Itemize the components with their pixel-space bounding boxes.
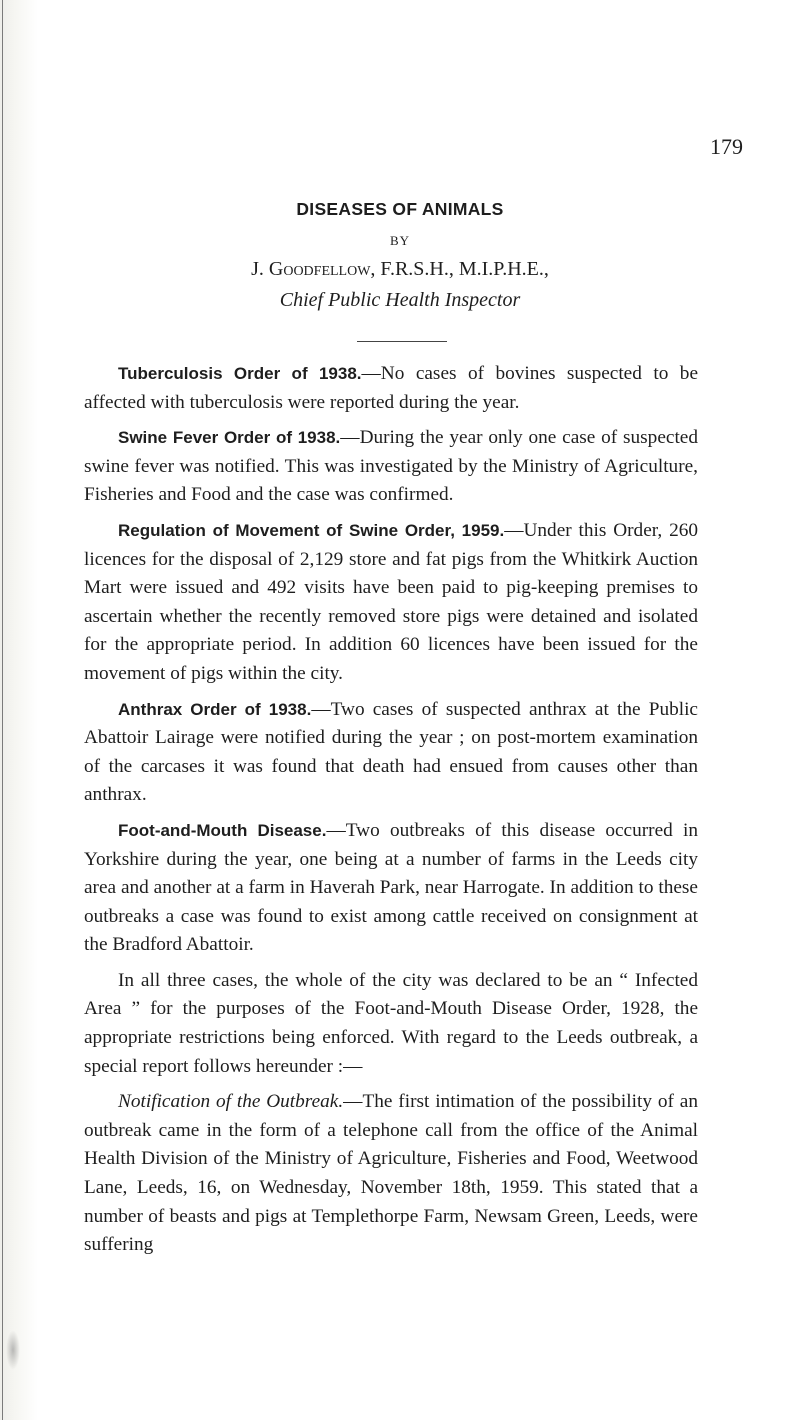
paragraph-text: —Under this Order, 260 licences for the disposal of 2,129 store and fat pigs from the Whitkirk Auction Mart were issued and 492 visits have been paid to pig-keeping premises to ascertain whether the recently removed store pigs were detained and isolated for the appropriate period. In addition 60 licences have been issued for the movement of pigs within the city. [84, 519, 698, 684]
paragraph-heading: Anthrax Order of 1938. [118, 699, 312, 719]
paragraph-text: —No cases of bovines suspected to be affected with tuberculosis were reported during the year. [84, 363, 698, 413]
page-number: 179 [710, 134, 743, 159]
paragraph-foot-and-mouth [84, 817, 698, 960]
author-title: Chief Public Health Inspector [279, 289, 521, 311]
paragraph-infected-area [84, 967, 698, 1081]
paragraph-heading: Tuberculosis Order of 1938. [118, 364, 362, 383]
paragraph-text: —The first intimation of the possibility of an outbreak came in the form of a telephone call from the office of the Animal Health Division of the Ministry of Agriculture, Fisheries and Food, Weetwood Lane, Leeds, 16, on Wednesday, November 18th, 1959. This stated that a number of beasts and pigs at Templethorpe Farm, Newsam Green, Leeds, were suffering [84, 1091, 698, 1256]
author-name-text: J. Goodfellow, F.R.S.H., M.I.P.H.E., [251, 258, 549, 280]
paragraph-heading: Swine Fever Order of 1938. [118, 428, 341, 448]
paragraph-notification [84, 1088, 698, 1260]
section-divider [357, 341, 447, 342]
page-title: DISEASES OF ANIMALS [296, 199, 504, 219]
author-name [0, 258, 800, 281]
paragraph-text: —During the year only one case of suspected swine fever was notified. This was investigated by the Ministry of Agriculture, Fisheries and Food and the case was confirmed. [84, 427, 698, 506]
paragraph-text: —Two cases of suspected anthrax at the Public Abattoir Lairage were notified during the year ; on post-mortem examination of the carcases it was found that death had ensued from causes other than anthrax. [84, 698, 698, 806]
paragraph-heading: Notification of the Outbreak. [118, 1091, 344, 1113]
paragraph-anthrax [84, 696, 698, 810]
paragraph-text: —Two outbreaks of this disease occurred in Yorkshire during the year, one being at a number of farms in the Leeds city area and another at a farm in Haverah Park, near Harrogate. In addition to these outbreaks a case was found to exist among cattle received on consignment at the Bradford Abattoir. [84, 819, 698, 956]
paragraph-tuberculosis [84, 360, 698, 417]
paragraph-heading: Regulation of Movement of Swine Order, 1959. [118, 520, 505, 540]
byline-label: BY [389, 233, 411, 248]
paragraph-heading: Foot-and-Mouth Disease. [118, 820, 327, 840]
paragraph-swine-fever [84, 424, 698, 510]
body-text [84, 360, 698, 1267]
paragraph-text: In all three cases, the whole of the city was declared to be an “ Infected Area ” for the purposes of the Foot-and-Mouth Disease Order, 1928, the appropriate restrictions being enforced. With regard to the Leeds outbreak, a special report follows hereunder :— [84, 969, 698, 1077]
paragraph-movement-of-swine [84, 517, 698, 689]
